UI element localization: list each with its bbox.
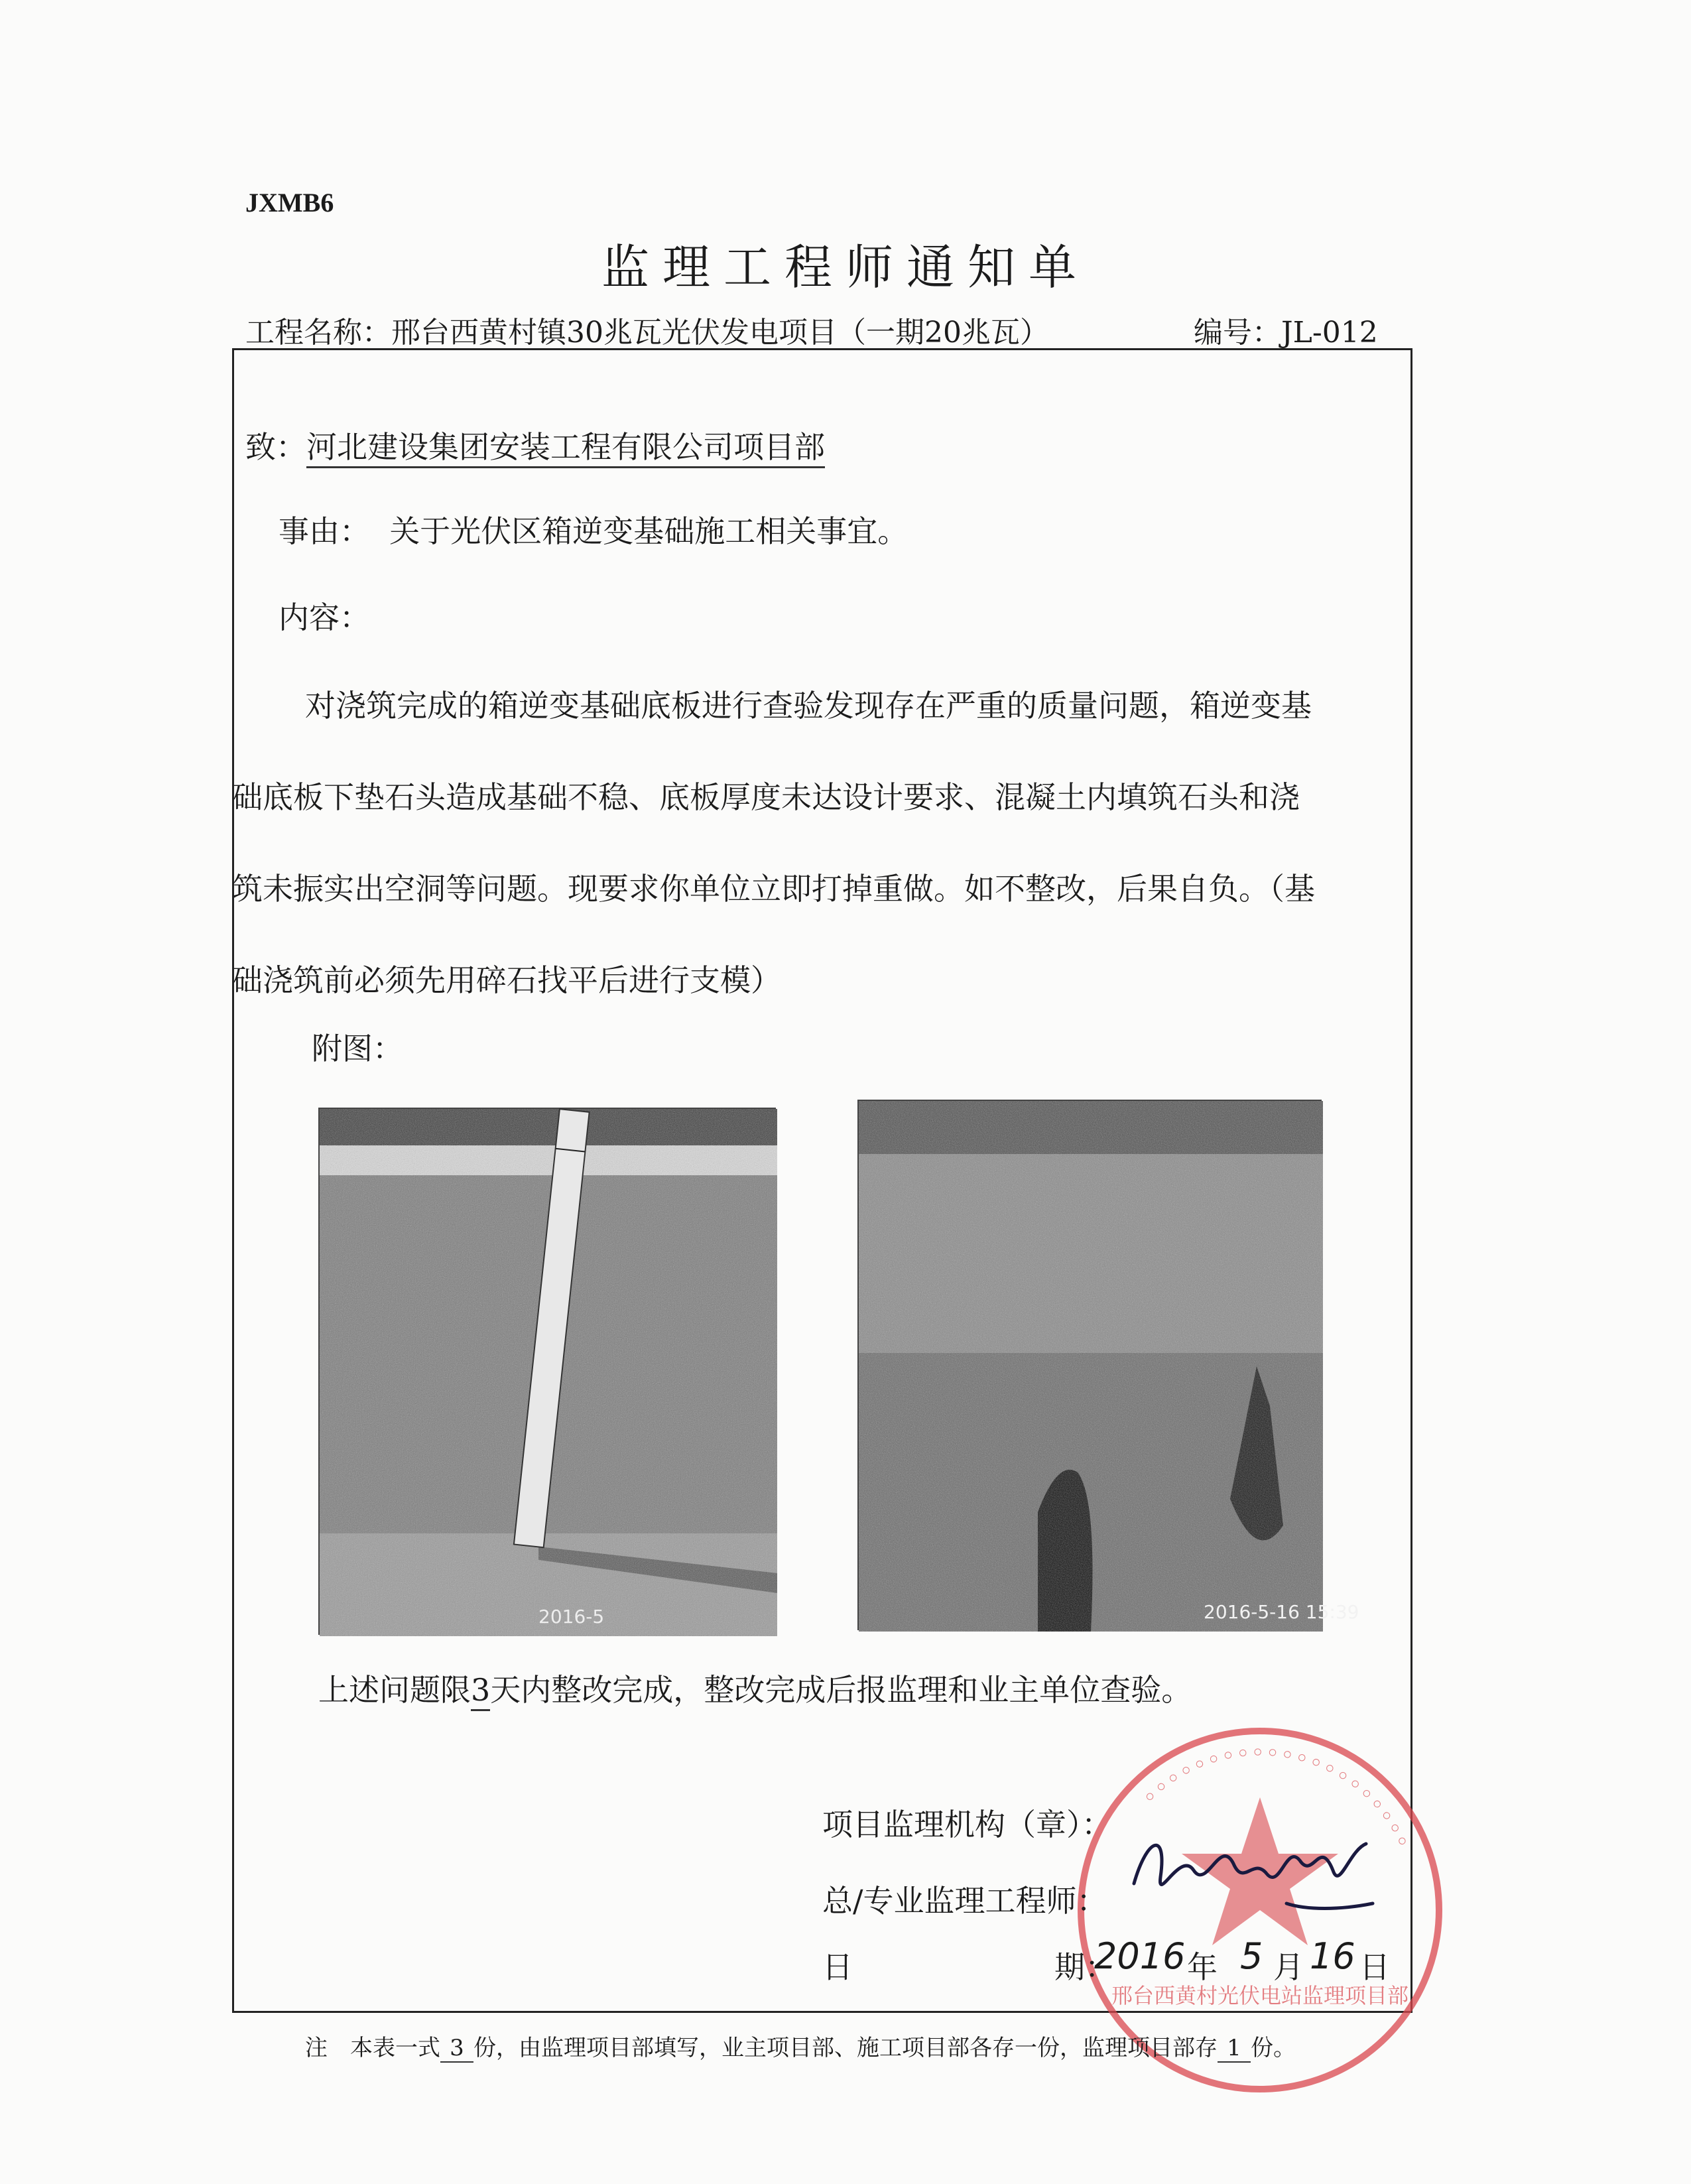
photo-2-timestamp: 2016-5-16 15:39 [1204, 1601, 1359, 1623]
photo-1-timestamp: 2016-5 [538, 1606, 605, 1628]
content-line-3: 筑未振实出空洞等问题。现要求你单位立即打掉重做。如不整改，后果自负。（基 [232, 871, 1315, 907]
recipient-line [245, 423, 825, 467]
supervision-org-label: 项目监理机构（章）： [822, 1807, 1112, 1842]
deadline-days: 3 [471, 1672, 490, 1711]
note-keep: 1 [1218, 2035, 1251, 2063]
content-label: 内容： [279, 600, 370, 635]
number-label: 编号： [1194, 316, 1281, 350]
photo-foundation-ruler [318, 1108, 776, 1635]
date-label-1: 日 [822, 1949, 853, 1985]
date-year: 2016 [1094, 1935, 1186, 1977]
deadline-suffix: 天内整改完成，整改完成后报监理和业主单位查验。 [490, 1672, 1192, 1708]
recipient-label: 致： [245, 429, 306, 465]
photo-foundation-voids [857, 1100, 1359, 1630]
note-suffix: 份。 [1251, 2035, 1296, 2061]
footnote [305, 2029, 1296, 2063]
subject-line [279, 507, 908, 551]
figure-label: 附图： [312, 1031, 403, 1066]
project-name-label: 工程名称： [245, 316, 391, 350]
document-number [1194, 308, 1378, 351]
document-title: 监理工程师通知单 [601, 239, 1090, 295]
content-line-1: 对浇筑完成的箱逆变基础底板进行查验发现存在严重的质量问题，箱逆变基 [305, 688, 1312, 724]
form-code: JXMB6 [245, 188, 334, 218]
stamp-text: 邢台西黄村光伏电站监理项目部 [1111, 1983, 1409, 2008]
date-label-2: 期： [1054, 1949, 1115, 1985]
recipient-value: 河北建设集团安装工程有限公司项目部 [306, 429, 825, 468]
date-ri: 日 [1359, 1949, 1390, 1985]
handwritten-signature [1121, 1811, 1386, 1930]
subject-label: 事由： [279, 513, 370, 549]
date-yue: 月 [1273, 1949, 1304, 1985]
content-line-4: 础浇筑前必须先用碎石找平后进行支模） [232, 962, 781, 998]
svg-text:◦◦◦◦◦◦◦◦◦◦◦◦◦◦◦◦◦◦◦◦◦: ◦◦◦◦◦◦◦◦◦◦◦◦◦◦◦◦◦◦◦◦◦ [1136, 1739, 1416, 1854]
date-month: 5 [1240, 1935, 1263, 1977]
note-prefix: 注 本表一式 [305, 2035, 440, 2061]
deadline-line [318, 1666, 1192, 1710]
deadline-prefix: 上述问题限 [318, 1672, 471, 1708]
engineer-label: 总/专业监理工程师： [822, 1883, 1107, 1919]
note-copies: 3 [440, 2035, 473, 2063]
date-day: 16 [1310, 1935, 1355, 1977]
note-middle: 份，由监理项目部填写，业主项目部、施工项目部各存一份，监理项目部存 [473, 2035, 1218, 2061]
project-name: 邢台西黄村镇30兆瓦光伏发电项目（一期20兆瓦） [391, 316, 1049, 350]
content-line-2: 础底板下垫石头造成基础不稳、底板厚度未达设计要求、混凝土内填筑石头和浇 [232, 779, 1300, 815]
date-nian: 年 [1187, 1949, 1218, 1985]
subject-value: 关于光伏区箱逆变基础施工相关事宜。 [389, 513, 908, 549]
number-value: JL-012 [1281, 316, 1378, 350]
header-line [245, 308, 1406, 351]
